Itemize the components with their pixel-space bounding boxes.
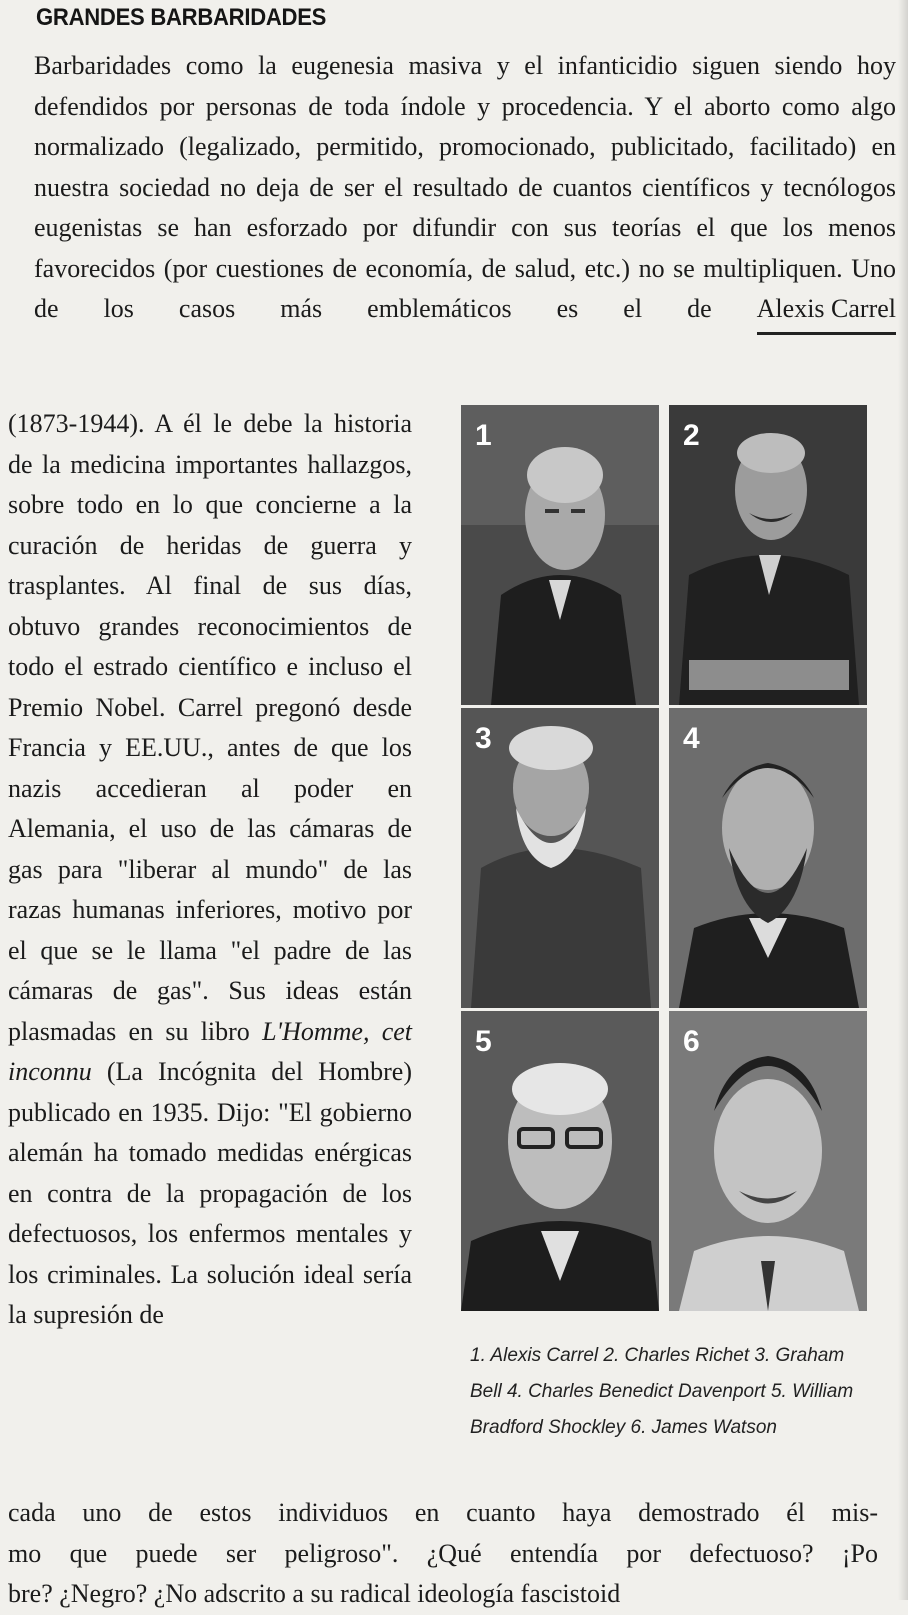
portrait-number-1: 1 — [475, 419, 492, 452]
portrait-photo-3 — [461, 708, 659, 1008]
intro-paragraph — [34, 46, 896, 335]
portrait-number-3: 3 — [475, 722, 492, 755]
portrait-photo-2 — [669, 405, 867, 705]
bottom-line-3: bre? ¿Negro? ¿No adscrito a su radical ideología fascistoid — [8, 1579, 621, 1608]
portrait-photo-4 — [669, 708, 867, 1008]
portrait-photo-6 — [669, 1011, 867, 1311]
underlined-name: Alexis Carrel — [757, 289, 896, 335]
bottom-line-2: mo que puede ser peligroso". ¿Qué entendía por defectuoso? ¡Po — [8, 1538, 878, 1568]
portrait-number-2: 2 — [683, 419, 700, 452]
photo-caption: 1. Alexis Carrel 2. Charles Richet 3. Graham Bell 4. Charles Benedict Davenport 5. William Bradford Shockley 6. James Watson — [470, 1345, 854, 1438]
column-paragraph — [8, 404, 412, 1336]
portrait-photo-1 — [461, 405, 659, 705]
portrait-number-6: 6 — [683, 1025, 700, 1058]
column-text-2: (La Incógnita del Hombre) publicado en 1935. Dijo: "El gobierno alemán ha tomado medidas enérgicas en contra de la propagación de los defectuosos, los enfermos mentales y los criminales. La solución ideal sería la supresión de — [8, 1057, 413, 1329]
portrait-number-4: 4 — [683, 722, 700, 755]
portrait-photo-5 — [461, 1011, 659, 1311]
bottom-paragraph — [8, 1493, 878, 1615]
bottom-line-1: cada uno de estos individuos en cuanto haya demostrado él mis- — [8, 1498, 878, 1527]
page-edge-shadow — [898, 0, 908, 1600]
intro-text: Barbaridades como la eugenesia masiva y el infanticidio siguen siendo hoy defendidos por personas de toda índole y procedencia. Y el aborto como algo normalizado (legalizado, permitido, promocionado, publicitado, facilitado) en nuestra sociedad no deja de ser el resultado de cuantos científicos y tecnólogos eugenistas se han esforzado por difundir con sus teorías el que los menos favorecidos (por cuestiones de economía, de salud, etc.) no se multipliquen. Uno de los casos más emblemáticos es el de — [34, 51, 896, 323]
portrait-number-5: 5 — [475, 1025, 492, 1058]
column-text-1: (1873-1944). A él le debe la historia de la medicina importantes hallazgos, sobre todo en lo que concierne a la curación de heridas de guerra y trasplantes. Al final de sus días, obtuvo grandes reconocimientos de todo el estrado científico e incluso el Premio Nobel. Carrel pregonó desde Francia y EE.UU., antes de que los nazis accedieran al poder en Alemania, el uso de las cámaras de gas para "liberar al mundo" de las razas humanas inferiores, motivo por el que se le llama "el padre de las cámaras de gas". Sus ideas están plasmadas en su libro — [8, 409, 412, 1046]
book-title: L'Homme, cet inconnu — [8, 1016, 412, 1086]
section-heading: GRANDES BARBARIDADES — [36, 4, 327, 31]
portrait-grid — [461, 405, 873, 1325]
